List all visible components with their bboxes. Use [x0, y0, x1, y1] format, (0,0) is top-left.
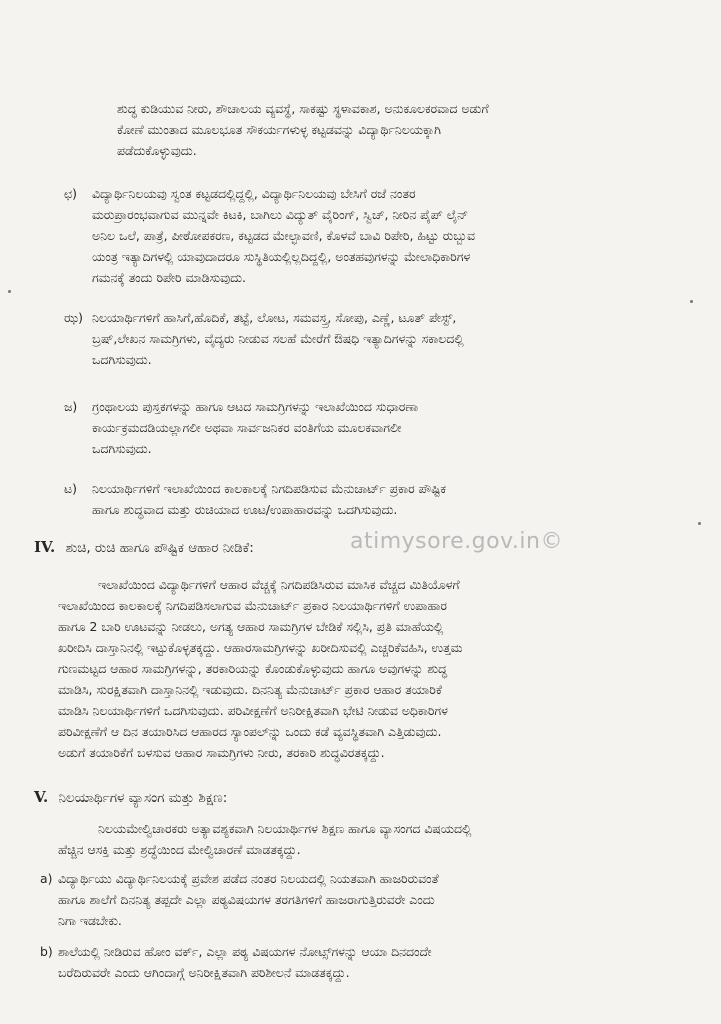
text-line: ಖರೀದಿಸಿ ದಾಸ್ತಾನಿನಲ್ಲಿ ಇಟ್ಟುಕೊಳ್ಳತಕ್ಕದ್ದು. ಆಹಾರಸಾಮಗ್ರಿಗಳನ್ನು ಖರೀದಿಸುವಲ್ಲಿ ಎಚ್ಚರಿಕೆವಹಿಸಿ, ಉತ್ತಮ	[58, 640, 463, 655]
text-line: ಅನಿಲ ಒಲೆ, ಪಾತ್ರೆ, ಪೀಠೋಪಕರಣ, ಕಟ್ಟಡದ ಮೇಲ್ಛಾವಣಿ, ಕೊಳವೆ ಬಾವಿ ರಿಪೇರಿ, ಹಿಟ್ಟು ರುಬ್ಬುವ	[92, 228, 475, 243]
watermark-text: atimysore.gov.in©	[350, 529, 563, 554]
list-item-paragraph	[92, 396, 638, 459]
text-line: ಇಲಾಖೆಯಿಂದ ವಿದ್ಯಾರ್ಥಿಗಳಿಗೆ ಆಹಾರ ವೆಚ್ಚಕ್ಕೆ ನಿಗದಿಪಡಿಸಿರುವ ಮಾಸಿಕ ವೆಚ್ಚದ ಮಿತಿಯೊಳಗೆ	[98, 577, 460, 592]
section-title: ನಿಲಯಾರ್ಥಿಗಳ ವ್ಯಾಸಂಗ ಮತ್ತು ಶಿಕ್ಷಣ:	[58, 790, 228, 806]
text-line: ನಿಲಯಮೇಲ್ವಿಚಾರಕರು ಅತ್ಯಾವಶ್ಯಕವಾಗಿ ನಿಲಯಾರ್ಥಿಗಳ ಶಿಕ್ಷಣ ಹಾಗೂ ವ್ಯಾಸಂಗದ ವಿಷಯದಲ್ಲಿ	[98, 821, 472, 836]
text-line: ಪಡೆದುಕೊಳ್ಳುವುದು.	[117, 143, 197, 158]
text-line: ಶುದ್ಧ ಕುಡಿಯುವ ನೀರು, ಶೌಚಾಲಯ ವ್ಯವಸ್ಥೆ, ಸಾಕಷ್ಟು ಸ್ಥಳಾವಕಾಶ, ಅನುಕೂಲಕರವಾದ ಅಡುಗೆ	[117, 101, 489, 116]
list-item-paragraph	[92, 307, 638, 370]
section-number: V.	[34, 788, 49, 806]
text-line: ಬ್ರಷ್,ಲೇಖನ ಸಾಮಗ್ರಿಗಳು, ವೈದ್ಯರು ನೀಡುವ ಸಲಹೆ ಮೇರೆಗೆ ಔಷಧಿ ಇತ್ಯಾದಿಗಳನ್ನು ಸಕಾಲದಲ್ಲಿ	[92, 331, 464, 346]
item-label: ಝ)	[64, 310, 83, 325]
section-heading-iv	[34, 537, 254, 559]
text-line: ಹಾಗೂ ಶುದ್ಧವಾದ ಮತ್ತು ರುಚಿಯಾದ ಊಟ/ಉಪಾಹಾರವನ್ನು ಒದಗಿಸುವುದು.	[92, 502, 398, 517]
item-label: ಟ)	[64, 481, 77, 496]
text-line: ಅಡುಗೆ ತಯಾರಿಕೆಗೆ ಬಳಸುವ ಆಹಾರ ಸಾಮಗ್ರಿಗಳು ನೀರು, ತರಕಾರಿ ಶುದ್ಧವಿರತಕ್ಕದ್ದು.	[58, 745, 385, 760]
text-line: ಗಮನಕ್ಕೆ ತಂದು ರಿಪೇರಿ ಮಾಡಿಸುವುದು.	[92, 270, 246, 285]
text-line: ಪರಿವೀಕ್ಷಣೆಗೆ ಆ ದಿನ ತಯಾರಿಸಿದ ಆಹಾರದ ಸ್ಯಾಂಪಲ್‌ನ್ನು ಒಂದು ಕಡೆ ವ್ಯವಸ್ಥಿತವಾಗಿ ಎತ್ತಿಡುವುದು.	[58, 724, 442, 739]
item-label: b)	[40, 944, 53, 959]
text-line: ಬರೆದಿರುವರೇ ಎಂದು ಆಗಿಂದಾಗ್ಗೆ ಅನಿರೀಕ್ಷಿತವಾಗಿ ಪರಿಶೀಲನೆ ಮಾಡತಕ್ಕದ್ದು.	[58, 965, 350, 980]
list-item-paragraph	[92, 478, 638, 520]
text-line: ಒದಗಿಸುವುದು.	[92, 441, 152, 456]
list-item-paragraph	[92, 183, 638, 288]
section-heading-v	[34, 787, 227, 809]
text-line: ಮಾಡಿಸಿ ನಿಲಯಾರ್ಥಿಗಳಿಗೆ ಒದಗಿಸುವುದು. ಪರಿವೀಕ್ಷಣೆಗೆ ಅನಿರೀಕ್ಷಿತವಾಗಿ ಭೇಟಿ ನೀಡುವ ಅಧಿಕಾರಿಗಳ	[58, 703, 448, 718]
scan-speck	[690, 300, 693, 303]
text-line: ಮರುಪ್ರಾರಂಭವಾಗುವ ಮುನ್ನವೇ ಕಿಟಕಿ, ಬಾಗಿಲು ವಿದ್ಯುತ್ ವೈರಿಂಗ್, ಸ್ವಿಚ್, ನೀರಿನ ಪೈಪ್ ಲೈನ್	[92, 207, 469, 222]
text-line: ಹೆಚ್ಚಿನ ಆಸಕ್ತಿ ಮತ್ತು ಶ್ರದ್ಧೆಯಿಂದ ಮೇಲ್ವಿಚಾರಣೆ ಮಾಡತಕ್ಕದ್ದು.	[58, 842, 301, 857]
section-iv-paragraph	[58, 574, 638, 763]
text-line: ನಿಲಯಾರ್ಥಿಗಳಿಗೆ ಇಲಾಖೆಯಿಂದ ಕಾಲಕಾಲಕ್ಕೆ ನಿಗದಿಪಡಿಸುವ ಮೆನುಚಾರ್ಟ್ ಪ್ರಕಾರ ಪೌಷ್ಟಿಕ	[92, 481, 447, 496]
text-line: ಹಾಗೂ 2 ಬಾರಿ ಊಟವನ್ನು ನೀಡಲು, ಅಗತ್ಯ ಆಹಾರ ಸಾಮಗ್ರಿಗಳ ಬೇಡಿಕೆ ಸಲ್ಲಿಸಿ, ಪ್ರತಿ ಮಾಹೆಯಲ್ಲಿ	[58, 619, 444, 634]
item-label: ಛ)	[64, 186, 77, 201]
text-line: ಗುಣಮಟ್ಟದ ಆಹಾರ ಸಾಮಗ್ರಿಗಳನ್ನು, ತರಕಾರಿಯನ್ನು ಕೊಂಡುಕೊಳ್ಳುವುದು ಹಾಗೂ ಅವುಗಳನ್ನು ಶುದ್ಧ	[58, 661, 448, 676]
section-title: ಶುಚಿ, ರುಚಿ ಹಾಗೂ ಪೌಷ್ಟಿಕ ಆಹಾರ ನೀಡಿಕೆ:	[65, 540, 254, 556]
scan-speck	[8, 290, 11, 293]
text-line: ನಿಗಾ ಇಡಬೇಕು.	[58, 913, 122, 928]
text-line: ವಿದ್ಯಾರ್ಥಿನಿಲಯವು ಸ್ವಂತ ಕಟ್ಟಡದಲ್ಲಿದ್ದಲ್ಲಿ, ವಿದ್ಯಾರ್ಥಿನಿಲಯವು ಬೇಸಿಗೆ ರಜೆ ನಂತರ	[92, 186, 416, 201]
text-line: ಇಲಾಖೆಯಿಂದ ಕಾಲಕಾಲಕ್ಕೆ ನಿಗದಿಪಡಿಸಲಾಗುವ ಮೆನುಚಾರ್ಟ್ ಪ್ರಕಾರ ನಿಲಯಾರ್ಥಿಗಳಿಗೆ ಉಪಾಹಾರ	[58, 598, 447, 613]
list-item-paragraph	[58, 941, 638, 983]
text-line: ಕೋಣೆ ಮುಂತಾದ ಮೂಲಭೂತ ಸೌಕರ್ಯಗಳುಳ್ಳ ಕಟ್ಟಡವನ್ನು ವಿದ್ಯಾರ್ಥಿನಿಲಯಕ್ಕಾಗಿ	[117, 122, 441, 137]
text-line: ಹಾಗೂ ಶಾಲೆಗೆ ದಿನನಿತ್ಯ ತಪ್ಪದೇ ಎಲ್ಲಾ ಪಠ್ಯವಿಷಯಗಳ ತರಗತಿಗಳಿಗೆ ಹಾಜರಾಗುತ್ತಿರುವರೇ ಎಂದು	[58, 892, 435, 907]
text-line: ಒದಗಿಸುವುದು.	[92, 352, 152, 367]
text-line: ಯಂತ್ರ ಇತ್ಯಾದಿಗಳಲ್ಲಿ ಯಾವುದಾದರೂ ಸುಸ್ಥಿತಿಯಲ್ಲಿಲ್ಲದಿದ್ದಲ್ಲಿ, ಅಂತಹವುಗಳನ್ನು ಮೇಲಾಧಿಕಾರಿಗಳ	[92, 249, 471, 264]
section-v-paragraph	[58, 818, 638, 860]
section-number: IV.	[34, 538, 56, 556]
text-line: ಮಾಡಿಸಿ, ಸುರಕ್ಷಿತವಾಗಿ ದಾಸ್ತಾನಿನಲ್ಲಿ ಇಡುವುದು. ದಿನನಿತ್ಯ ಮೆನುಚಾರ್ಟ್ ಪ್ರಕಾರ ಆಹಾರ ತಯಾರಿಕೆ	[58, 682, 442, 697]
text-line: ಗ್ರಂಥಾಲಯ ಪುಸ್ತಕಗಳನ್ನು ಹಾಗೂ ಆಟದ ಸಾಮಗ್ರಿಗಳನ್ನು ಇಲಾಖೆಯಿಂದ ಸುಧಾರಣಾ	[92, 399, 419, 414]
intro-paragraph	[117, 98, 629, 161]
item-label: a)	[40, 871, 53, 886]
scan-speck	[698, 522, 701, 525]
text-line: ಶಾಲೆಯಲ್ಲಿ ನೀಡಿರುವ ಹೋಂ ವರ್ಕ್, ಎಲ್ಲಾ ಪಠ್ಯ ವಿಷಯಗಳ ನೋಟ್ಸ್‌ಗಳನ್ನು ಆಯಾ ದಿನದಂದೇ	[58, 944, 432, 959]
text-line: ವಿದ್ಯಾರ್ಥಿಯು ವಿದ್ಯಾರ್ಥಿನಿಲಯಕ್ಕೆ ಪ್ರವೇಶ ಪಡೆದ ನಂತರ ನಿಲಯದಲ್ಲಿ ನಿಯತವಾಗಿ ಹಾಜರಿರುವಂತೆ	[58, 871, 439, 886]
list-item-paragraph	[58, 868, 638, 931]
text-line: ನಿಲಯಾರ್ಥಿಗಳಿಗೆ ಹಾಸಿಗೆ,ಹೊದಿಕೆ, ತಟ್ಟೆ, ಲೋಟ, ಸಮವಸ್ತ್ರ, ಸೋಪು, ಎಣ್ಣೆ, ಟೂತ್ ಪೇಸ್ಟ್,	[92, 310, 457, 325]
text-line: ಕಾರ್ಯಕ್ರಮದಡಿಯಲ್ಲಾಗಲೀ ಅಥವಾ ಸಾರ್ವಜನಿಕರ ವಂತಿಗೆಯ ಮೂಲಕವಾಗಲೀ	[92, 420, 402, 435]
item-label: ಜ)	[64, 399, 78, 414]
